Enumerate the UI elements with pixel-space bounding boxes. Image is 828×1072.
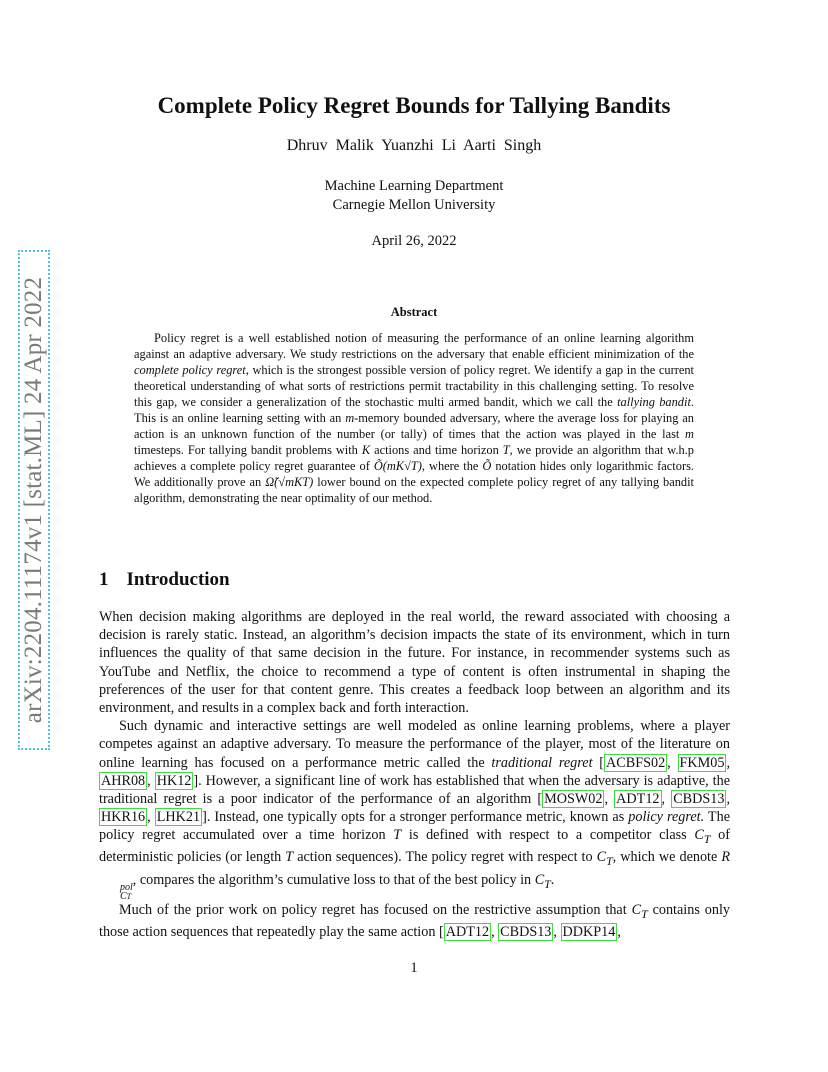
citation-link[interactable]: HKR16 bbox=[101, 809, 146, 826]
math-k: K bbox=[361, 443, 371, 457]
page-number: 1 bbox=[410, 960, 418, 976]
math-competitor-class: $C_T$ bbox=[596, 849, 613, 869]
citation-link[interactable]: HK12 bbox=[156, 772, 192, 789]
citation-link[interactable]: FKM05 bbox=[679, 754, 725, 771]
emph-tallying-bandit: tallying bandit bbox=[617, 395, 691, 409]
paper-title: Complete Policy Regret Bounds for Tallying Bandits bbox=[157, 93, 671, 118]
citation-link[interactable]: ADT12 bbox=[445, 923, 490, 940]
emph-complete-policy-regret: complete policy regret bbox=[134, 363, 246, 377]
paragraph-1: When decision making algorithms are deployed in the real world, the reward associated with choosing a decision is rarely static. Instead, an algorithm’s decision impacts the state of its environment, which in turn influences the quality of that same decision in the future. For instance, in recommender systems such as YouTube and Netflix, the choice to recommend a type of content is often instrumental in shaping the preferences of the user for that content genre. This creates a feedback loop between an algorithm and its environment, and results in a complex back and forth interaction. bbox=[99, 609, 730, 717]
arxiv-stamp[interactable] bbox=[18, 250, 50, 750]
paragraph-2: Such dynamic and interactive settings are well modeled as online learning problems, where a player competes against an adaptive adversary. To measure the performance of the player, most of the literature on online learning has focused on a performance metric called the traditional regret [ ACBFS02 , FKM05 , AHR08 , HK12 ]. However, a significant line of work has established that when the adversary is adaptive, the traditional regret is a poor indicator of the performance of an algorithm [ MOSW02 , ADT12 , CBDS13 , HKR16 , LHK21 ]. Instead, one typically opts for a stronger performance metric, known as policy regret. The policy regret accumulated over a time horizon T is defined with respect to a competitor class $C_T$ of deterministic policies (or length T action sequences). The policy regret with respect to $C_T$, which we denote R pol CT , compares the algorithm’s cumulative loss to that of the best policy in $C_T$. bbox=[99, 718, 731, 902]
affiliation bbox=[0, 177, 828, 215]
citation-link[interactable]: ADT12 bbox=[616, 791, 660, 808]
math-policy-regret: R pol CT bbox=[120, 849, 730, 902]
paragraph-3: Much of the prior work on policy regret has focused on the restrictive assumption that $C_T$ contains only those action sequences that repeatedly play the same action [ ADT12 , CBDS13 , DDKP14 , bbox=[99, 901, 730, 940]
author-list: Dhruv Malik Yuanzhi Li Aarti Singh bbox=[286, 137, 542, 154]
introduction-body bbox=[99, 608, 730, 941]
emph-policy-regret: policy regret. bbox=[628, 809, 705, 826]
citation-link[interactable]: CBDS13 bbox=[673, 791, 725, 808]
section-number: 1 bbox=[99, 569, 109, 590]
math-o-tilde: Õ bbox=[482, 459, 492, 473]
math-upper-bound: Õ(mK√T) bbox=[373, 459, 422, 473]
abstract-heading: Abstract bbox=[390, 305, 438, 319]
math-competitor-class: $C_T$ bbox=[694, 827, 711, 847]
arxiv-stamp-text: arXiv:2204.11174v1 [stat.ML] 24 Apr 2022 bbox=[20, 276, 47, 724]
math-t: T bbox=[393, 827, 402, 844]
math-lower-bound: Ω̃(√mKT) bbox=[265, 475, 314, 489]
math-m: m bbox=[685, 427, 694, 441]
citation-link[interactable]: ACBFS02 bbox=[606, 754, 666, 771]
affiliation-line-2: Carnegie Mellon University bbox=[332, 197, 496, 213]
emph-traditional-regret: traditional regret bbox=[491, 754, 593, 771]
citation-link[interactable]: AHR08 bbox=[101, 772, 146, 789]
math-m: m bbox=[345, 411, 355, 425]
affiliation-line-1: Machine Learning Department bbox=[324, 178, 504, 194]
citation-link[interactable]: MOSW02 bbox=[544, 791, 603, 808]
math-t: T bbox=[502, 443, 510, 457]
abstract-text: Policy regret is a well established notion of measuring the performance of an online learning algorithm against an adaptive adversary. We study restrictions on the adversary that enable efficient minimization of the complete policy regret, which is the strongest possible version of policy regret. We identify a gap in the current theoretical understanding of what sorts of restrictions permit tractability in this challenging setting. To resolve this gap, we consider a generalization of the stochastic multi armed bandit, which we call the tallying bandit. This is an online learning setting with an m-memory bounded adversary, where the average loss for playing an action is an unknown function of the number (or tally) of times that the action was played in the last m timesteps. For tallying bandit problems with K actions and time horizon T, we provide an algorithm that w.h.p achieves a complete policy regret guarantee of Õ(mK√T), where the Õ notation hides only logarithmic factors. We additionally prove an Ω̃(√mKT) lower bound on the expected complete policy regret of any tallying bandit algorithm, demonstrating the near optimality of our method. bbox=[134, 331, 695, 505]
section-title: Introduction bbox=[126, 569, 230, 590]
section-heading-introduction bbox=[99, 569, 230, 591]
math-competitor-class: $C_T$ bbox=[534, 871, 551, 891]
citation-link[interactable]: LHK21 bbox=[156, 809, 201, 826]
paper-date: April 26, 2022 bbox=[371, 233, 457, 249]
citation-link[interactable]: DDKP14 bbox=[562, 923, 616, 940]
math-t: T bbox=[285, 849, 294, 866]
citation-link[interactable]: CBDS13 bbox=[500, 923, 552, 940]
math-competitor-class: $C_T$ bbox=[631, 901, 648, 921]
